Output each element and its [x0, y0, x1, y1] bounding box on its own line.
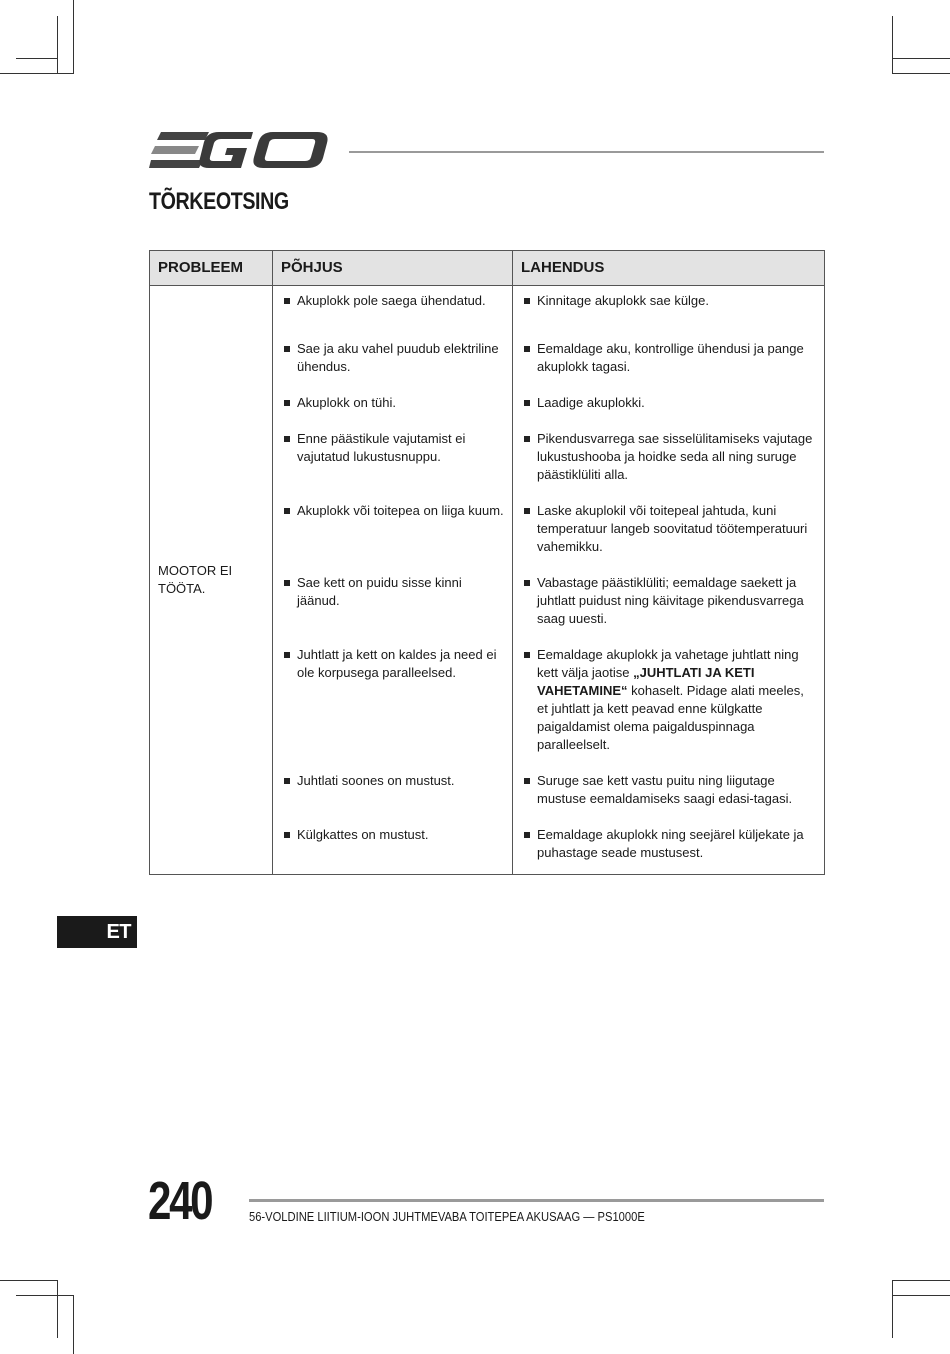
crop-mark: [892, 58, 950, 59]
footer-title: 56-VOLDINE LIITIUM-IOON JUHTMEVABA TOITEPEA AKUSAAG — PS1000E: [249, 1209, 645, 1224]
cause-text: Akuplokk pole saega ühendatud.: [297, 293, 486, 308]
bullet-icon: [284, 832, 290, 838]
cause-text: Juhtlatt ja kett on kaldes ja need ei ole korpusega paralleelsed.: [297, 647, 497, 680]
solution-text: Vabastage päästiklüliti; eemaldage saekett ja juhtlatt puidust ning käivitage pikendusvarrega saag uuesti.: [537, 575, 804, 626]
solution-cell: [513, 388, 825, 424]
footer-rule: [249, 1199, 824, 1202]
crop-mark: [892, 1280, 950, 1281]
cause-text: Juhtlati soones on mustust.: [297, 773, 455, 788]
language-tab: ET: [57, 916, 137, 948]
bullet-icon: [524, 436, 530, 442]
cause-text: Sae ja aku vahel puudub elektriline ühendus.: [297, 341, 499, 374]
crop-mark: [892, 16, 893, 74]
solution-cell: [513, 766, 825, 820]
bullet-icon: [284, 580, 290, 586]
bullet-icon: [524, 580, 530, 586]
crop-mark: [892, 1280, 893, 1338]
crop-mark: [16, 58, 58, 59]
crop-mark: [16, 1295, 74, 1296]
crop-mark: [73, 0, 74, 74]
bullet-icon: [524, 508, 530, 514]
cause-text: Akuplokk või toitepea on liiga kuum.: [297, 503, 504, 518]
solution-text: Laadige akuplokki.: [537, 395, 645, 410]
solution-cell: [513, 496, 825, 568]
cause-text: Akuplokk on tühi.: [297, 395, 397, 410]
solution-cell: [513, 640, 825, 766]
troubleshooting-table: [149, 250, 825, 875]
solution-text: Suruge sae kett vastu puitu ning liigutage mustuse eemaldamiseks saagi edasi-tagasi.: [537, 773, 793, 806]
solution-text: Pikendusvarrega sae sisselülitamiseks vajutage lukustushooba ja hoidke seda all ning suruge päästiklüliti alla.: [537, 431, 813, 482]
page-number: 240: [148, 1171, 212, 1231]
column-header-cause: PÕHJUS: [273, 251, 513, 286]
cause-cell: [273, 334, 513, 388]
cause-cell: [273, 766, 513, 820]
crop-mark: [892, 73, 950, 74]
bullet-icon: [524, 346, 530, 352]
bullet-icon: [524, 298, 530, 304]
cause-text: Sae kett on puidu sisse kinni jäänud.: [297, 575, 462, 608]
cause-cell: [273, 286, 513, 335]
bullet-icon: [284, 778, 290, 784]
solution-cell: [513, 820, 825, 875]
solution-cell: [513, 568, 825, 640]
bullet-icon: [284, 346, 290, 352]
solution-cell: [513, 334, 825, 388]
bullet-icon: [524, 832, 530, 838]
solution-text: Eemaldage aku, kontrollige ühendusi ja pange akuplokk tagasi.: [537, 341, 804, 374]
solution-text: Eemaldage akuplokk ja vahetage juhtlatt ning kett välja jaotise „JUHTLATI JA KETI VAHETAMINE“ kohaselt. Pidage alati meeles, et juhtlatt ja kett peavad enne külgkatte paigaldamist olema paigalduspinnaga paralleelselt.: [537, 647, 804, 752]
solution-text: Eemaldage akuplokk ning seejärel küljekate ja puhastage seade mustusest.: [537, 827, 804, 860]
cause-text: Külgkattes on mustust.: [297, 827, 429, 842]
solution-text: Laske akuplokil või toitepeal jahtuda, kuni temperatuur langeb soovitatud töötemperatuuri vahemikku.: [537, 503, 808, 554]
column-header-problem: PROBLEEM: [150, 251, 273, 286]
bullet-icon: [284, 436, 290, 442]
section-reference: „JUHTLATI JA KETI VAHETAMINE“: [537, 665, 755, 698]
solution-cell: [513, 424, 825, 496]
cause-cell: [273, 820, 513, 875]
bullet-icon: [524, 400, 530, 406]
bullet-icon: [284, 652, 290, 658]
bullet-icon: [284, 508, 290, 514]
solution-cell: [513, 286, 825, 335]
crop-mark: [57, 1280, 58, 1338]
table-header-row: [150, 251, 825, 286]
cause-cell: [273, 388, 513, 424]
cause-cell: [273, 568, 513, 640]
ego-logo: [149, 128, 331, 172]
cause-cell: [273, 424, 513, 496]
bullet-icon: [524, 778, 530, 784]
column-header-solution: LAHENDUS: [513, 251, 825, 286]
page-title: TÕRKEOTSING: [149, 188, 289, 215]
table-row: [150, 286, 825, 335]
bullet-icon: [524, 652, 530, 658]
cause-cell: [273, 496, 513, 568]
crop-mark: [0, 73, 74, 74]
crop-mark: [0, 1280, 58, 1281]
solution-text: Kinnitage akuplokk sae külge.: [537, 293, 710, 308]
crop-mark: [57, 16, 58, 74]
header-rule: [349, 151, 824, 153]
crop-mark: [73, 1295, 74, 1354]
problem-cell: MOOTOR EI TÖÖTA.: [150, 286, 273, 875]
bullet-icon: [284, 298, 290, 304]
crop-mark: [892, 1295, 950, 1296]
cause-cell: [273, 640, 513, 766]
cause-text: Enne päästikule vajutamist ei vajutatud lukustusnuppu.: [297, 431, 466, 464]
bullet-icon: [284, 400, 290, 406]
